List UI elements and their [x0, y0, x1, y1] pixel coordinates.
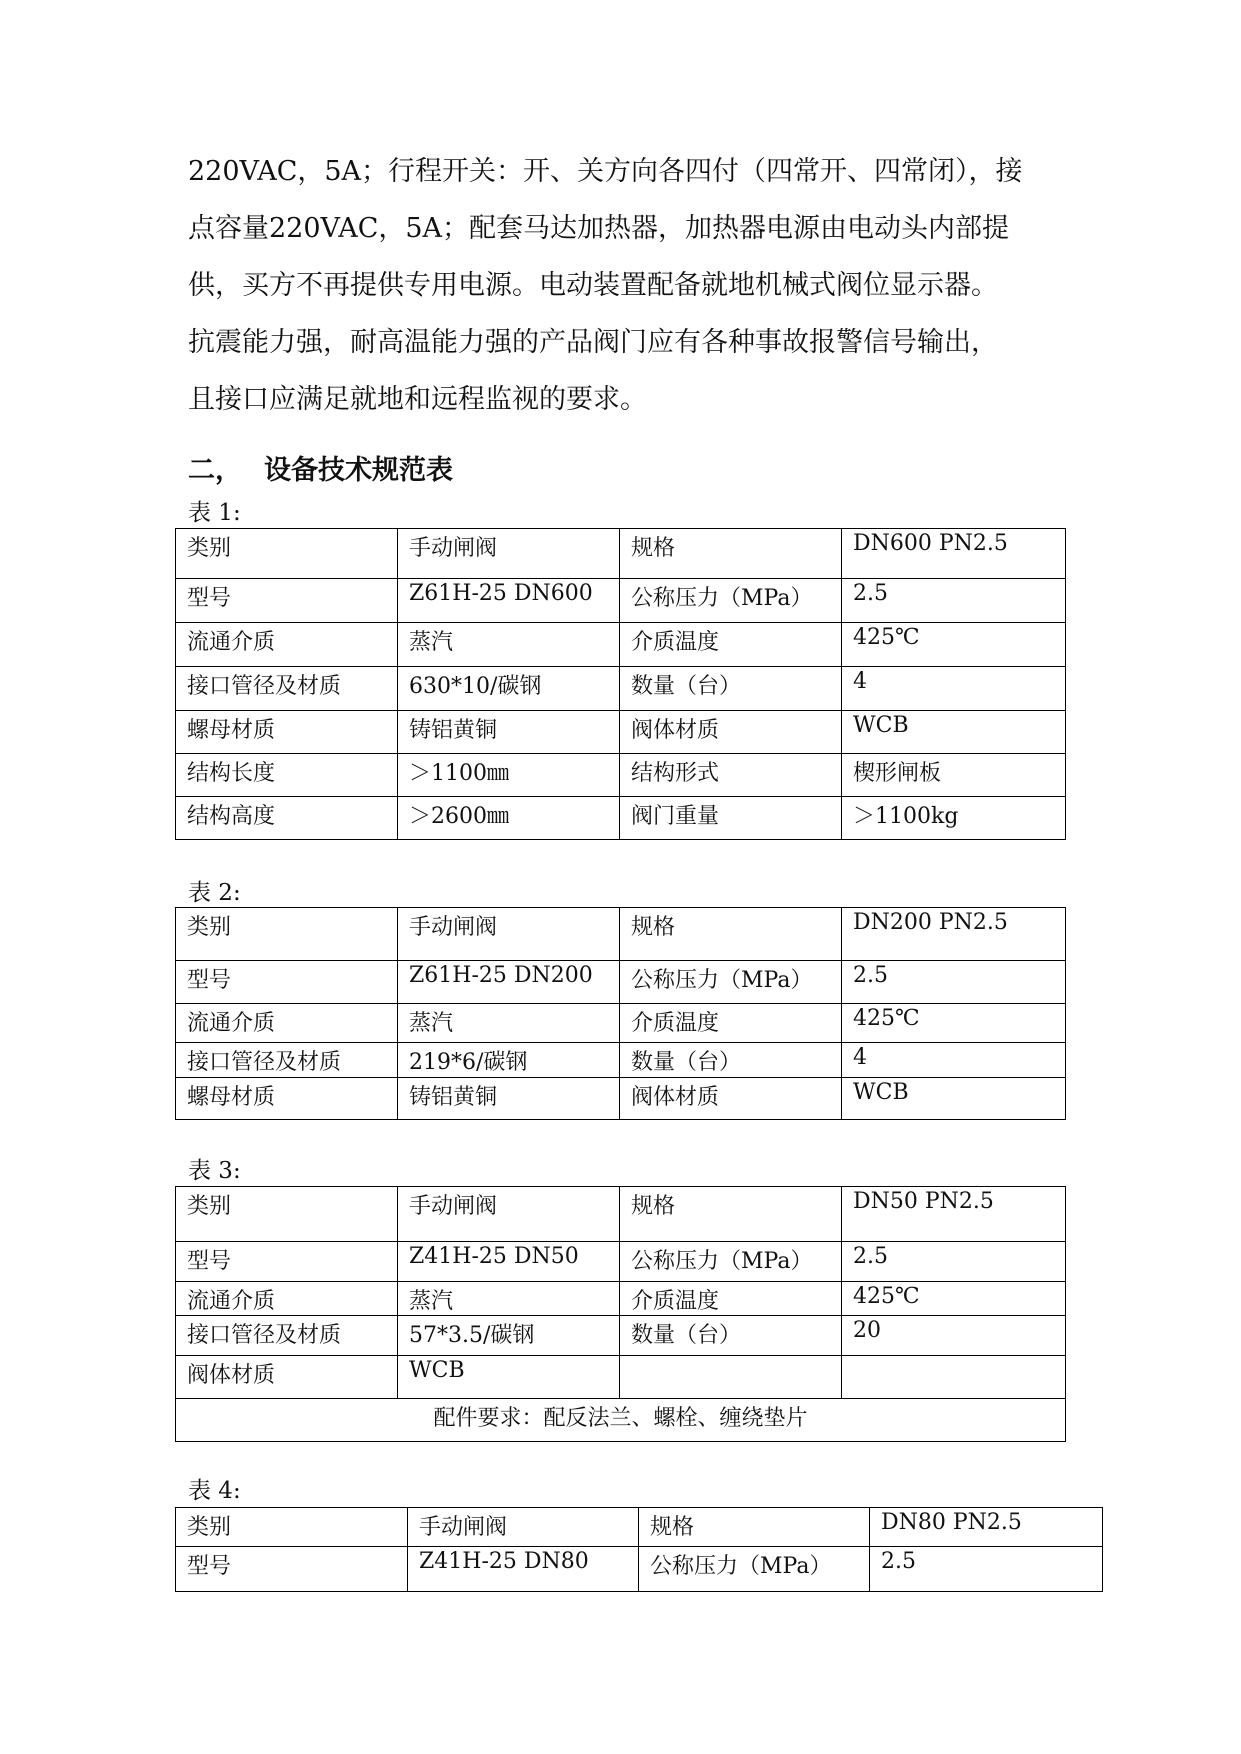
table-cell: 螺母材质 [176, 1078, 398, 1120]
intro-line: 点容量220VAC，5A；配套马达加热器，加热器电源由电动头内部提 [188, 213, 1010, 244]
table-cell: 铸铝黄铜 [398, 1078, 620, 1120]
table-cell: DN600 PN2.5 [842, 529, 1066, 579]
table-row [176, 1043, 1066, 1078]
table-cell: 公称压力（MPa） [620, 579, 842, 623]
table-row [176, 623, 1066, 667]
table-cell: WCB [842, 711, 1066, 754]
table-cell: Z61H-25 DN200 [398, 961, 620, 1004]
table-row [176, 529, 1066, 579]
table-caption: 表 3: [188, 1158, 241, 1184]
table-row [176, 1356, 1066, 1399]
table-cell: DN80 PN2.5 [870, 1508, 1103, 1547]
table-row [176, 1078, 1066, 1120]
table-cell: 接口管径及材质 [176, 1043, 398, 1078]
table-cell: 规格 [620, 908, 842, 961]
table-cell: 规格 [639, 1508, 870, 1547]
table-cell: 4 [842, 667, 1066, 711]
table-cell: 结构高度 [176, 797, 398, 840]
table-cell: 介质温度 [620, 623, 842, 667]
table-cell: 接口管径及材质 [176, 667, 398, 711]
table-cell: 数量（台） [620, 1043, 842, 1078]
table-cell: ＞2600㎜ [398, 797, 620, 840]
table-cell: 类别 [176, 908, 398, 961]
table-cell: 结构长度 [176, 754, 398, 797]
table-cell: 阀门重量 [620, 797, 842, 840]
table-cell: 介质温度 [620, 1004, 842, 1043]
table-cell: 规格 [620, 529, 842, 579]
table-row [176, 961, 1066, 1004]
accessory-note: 配件要求：配反法兰、螺栓、缠绕垫片 [176, 1399, 1066, 1442]
table-cell: DN50 PN2.5 [842, 1187, 1066, 1242]
table-cell: 类别 [176, 529, 398, 579]
spec-table-2 [175, 907, 1066, 1120]
table-cell: 规格 [620, 1187, 842, 1242]
table-cell: 接口管径及材质 [176, 1316, 398, 1356]
table-cell: 2.5 [870, 1547, 1103, 1592]
spec-table-1 [175, 528, 1066, 840]
table-row [176, 579, 1066, 623]
table-cell: 219*6/碳钢 [398, 1043, 620, 1078]
table-cell: 型号 [176, 579, 398, 623]
table-cell: 铸铝黄铜 [398, 711, 620, 754]
table-cell: Z61H-25 DN600 [398, 579, 620, 623]
table-row [176, 667, 1066, 711]
table-cell: DN200 PN2.5 [842, 908, 1066, 961]
table-cell: 蒸汽 [398, 1004, 620, 1043]
table-cell: 手动闸阀 [398, 529, 620, 579]
table-cell: ＞1100kg [842, 797, 1066, 840]
table-cell: ＞1100㎜ [398, 754, 620, 797]
table-cell: Z41H-25 DN80 [408, 1547, 639, 1592]
table-cell: 425℃ [842, 1004, 1066, 1043]
table-cell: WCB [842, 1078, 1066, 1120]
table-row [176, 1399, 1066, 1442]
table-cell: 2.5 [842, 961, 1066, 1004]
table-cell: 结构形式 [620, 754, 842, 797]
table-cell [842, 1356, 1066, 1399]
table-cell: 阀体材质 [620, 711, 842, 754]
table-cell: 型号 [176, 1242, 398, 1282]
table-row [176, 1316, 1066, 1356]
table-cell: 425℃ [842, 623, 1066, 667]
table-cell: 类别 [176, 1508, 408, 1547]
intro-line: 且接口应满足就地和远程监视的要求。 [188, 384, 647, 415]
section-heading [188, 448, 453, 487]
intro-line: 220VAC，5A；行程开关：开、关方向各四付（四常开、四常闭），接 [188, 156, 1023, 187]
table-cell: 手动闸阀 [398, 1187, 620, 1242]
table-cell: 型号 [176, 961, 398, 1004]
table-cell: 流通介质 [176, 1282, 398, 1316]
table-cell: 2.5 [842, 579, 1066, 623]
table-row [176, 1508, 1103, 1547]
table-cell: 蒸汽 [398, 1282, 620, 1316]
table-cell: 介质温度 [620, 1282, 842, 1316]
section-title: 设备技术规范表 [264, 455, 453, 486]
table-cell: 蒸汽 [398, 623, 620, 667]
intro-line: 抗震能力强，耐高温能力强的产品阀门应有各种事故报警信号输出， [188, 327, 998, 358]
section-number: 二， [188, 455, 242, 486]
table-cell: 型号 [176, 1547, 408, 1592]
table-row [176, 1187, 1066, 1242]
table-cell: Z41H-25 DN50 [398, 1242, 620, 1282]
table-caption: 表 2: [188, 880, 241, 906]
table-cell: 425℃ [842, 1282, 1066, 1316]
table-cell: 2.5 [842, 1242, 1066, 1282]
table-cell: 57*3.5/碳钢 [398, 1316, 620, 1356]
table-cell: 螺母材质 [176, 711, 398, 754]
table-row [176, 754, 1066, 797]
table-cell: 流通介质 [176, 623, 398, 667]
table-cell: 楔形闸板 [842, 754, 1066, 797]
intro-line: 供，买方不再提供专用电源。电动装置配备就地机械式阀位显示器。 [188, 270, 998, 301]
table-cell: 阀体材质 [176, 1356, 398, 1399]
table-cell: 数量（台） [620, 1316, 842, 1356]
table-row [176, 711, 1066, 754]
table-cell: 公称压力（MPa） [639, 1547, 870, 1592]
table-cell: 手动闸阀 [408, 1508, 639, 1547]
table-row [176, 1282, 1066, 1316]
table-row [176, 797, 1066, 840]
table-cell: 手动闸阀 [398, 908, 620, 961]
spec-table-3 [175, 1186, 1066, 1442]
table-cell: 阀体材质 [620, 1078, 842, 1120]
table-cell: 公称压力（MPa） [620, 1242, 842, 1282]
table-cell [620, 1356, 842, 1399]
table-caption: 表 4: [188, 1478, 241, 1504]
table-row [176, 1242, 1066, 1282]
table-cell: 流通介质 [176, 1004, 398, 1043]
table-cell: WCB [398, 1356, 620, 1399]
table-row [176, 1547, 1103, 1592]
spec-table-4 [175, 1507, 1103, 1592]
intro-paragraph [188, 143, 1068, 428]
table-cell: 4 [842, 1043, 1066, 1078]
table-cell: 630*10/碳钢 [398, 667, 620, 711]
table-cell: 20 [842, 1316, 1066, 1356]
table-row [176, 1004, 1066, 1043]
table-cell: 类别 [176, 1187, 398, 1242]
table-cell: 公称压力（MPa） [620, 961, 842, 1004]
table-cell: 数量（台） [620, 667, 842, 711]
table-row [176, 908, 1066, 961]
table-caption: 表 1: [188, 500, 241, 526]
